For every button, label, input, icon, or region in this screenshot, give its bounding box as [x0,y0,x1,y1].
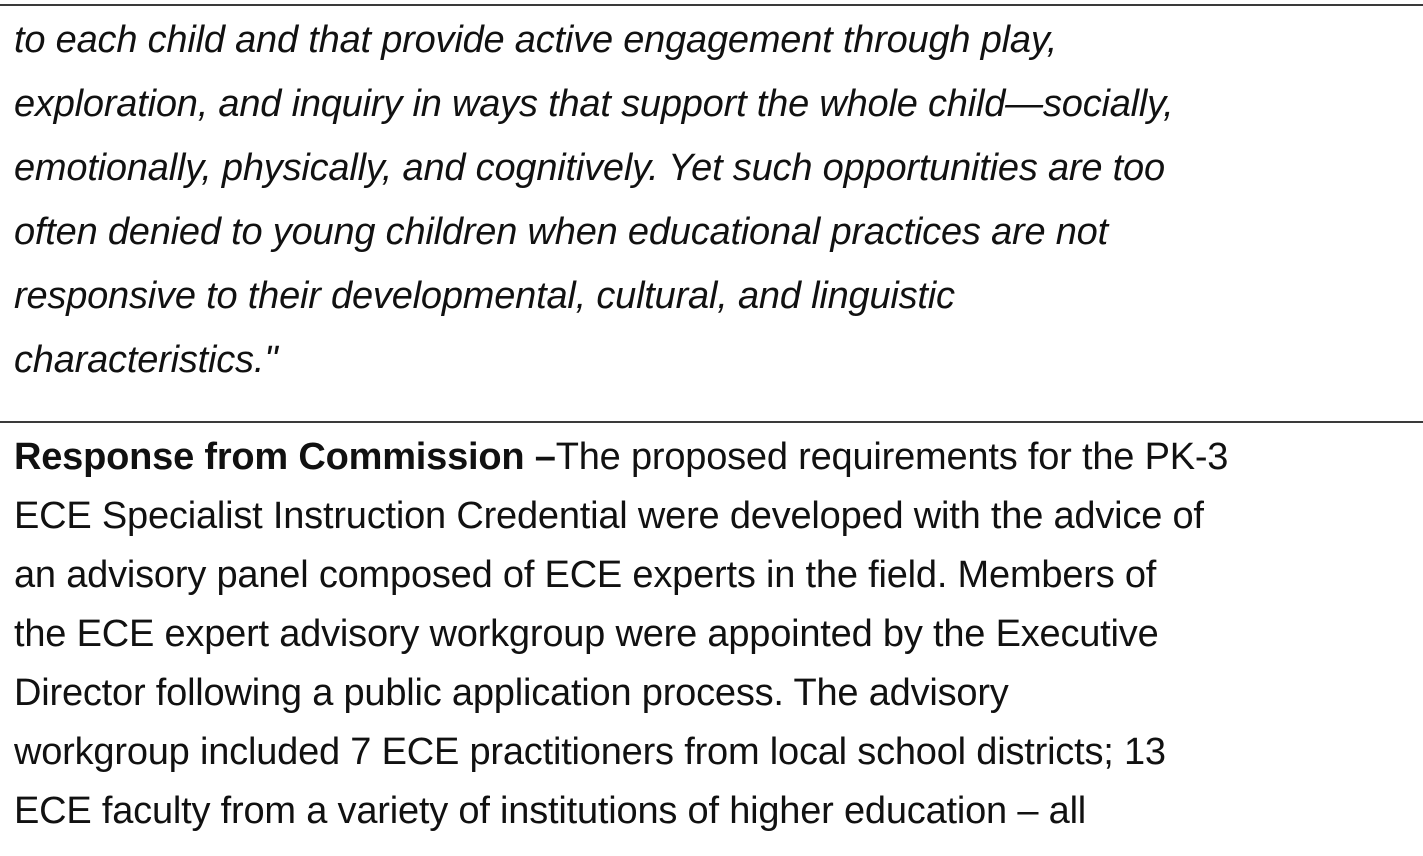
response-label: Response from Commission – [14,436,556,478]
quote-line: to each child and that provide active engagement through play, [14,19,1058,61]
response-line: Director following a public application process. The advisory [14,672,1009,714]
response-line: workgroup included 7 ECE practitioners from local school districts; 13 [14,731,1166,773]
quoted-comment-cell [14,8,1414,392]
quote-line: responsive to their developmental, cultural, and linguistic [14,275,955,317]
quote-line: exploration, and inquiry in ways that support the whole child—socially, [14,83,1174,125]
response-line: ECE Specialist Instruction Credential were developed with the advice of [14,495,1204,537]
quote-line: emotionally, physically, and cognitively. Yet such opportunities are too [14,147,1165,189]
response-text: The proposed requirements for the PK-3 [555,436,1229,478]
quote-line: characteristics." [14,339,278,381]
quote-line: often denied to young children when educational practices are not [14,211,1108,253]
response-first-line [14,428,1419,487]
commission-response-cell [14,428,1419,841]
response-line: an advisory panel composed of ECE experts in the field. Members of [14,554,1157,596]
response-line: the ECE expert advisory workgroup were appointed by the Executive [14,613,1159,655]
response-line: ECE faculty from a variety of institutions of higher education – all [14,790,1087,832]
table-border-top [0,4,1423,6]
table-row-divider [0,421,1423,423]
